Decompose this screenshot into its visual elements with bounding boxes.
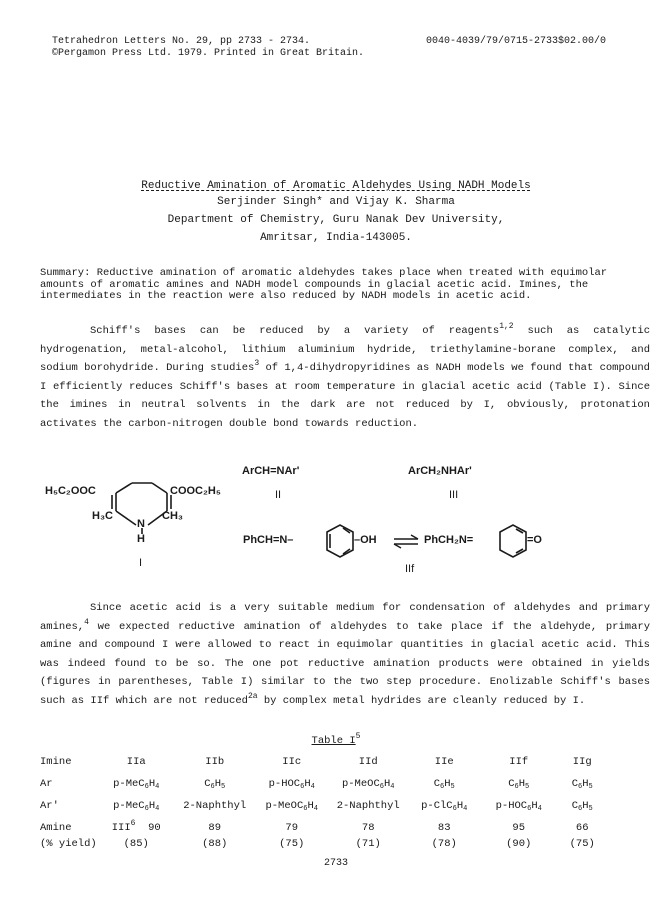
imine-cell: IIb — [205, 756, 225, 768]
compound-iif-enamine-end: =O — [527, 534, 542, 546]
table-row-amine — [40, 814, 609, 836]
compound-i-methyl-right: CH₃ — [162, 510, 183, 522]
copyright-line: ©Pergamon Press Ltd. 1979. Printed in Great Britain. — [52, 48, 365, 59]
reference-marker: 5 — [355, 732, 361, 741]
compound-iii-label: III — [449, 489, 459, 501]
ar-cell: $p-MeC_6H_4$ — [113, 777, 160, 791]
yield-cell: (71) — [355, 838, 381, 850]
paragraph-1: Schiff's bases can be reduced by a variety of reagents$^{1,2}$ such as catalytic hydrogenation, metal-alcohol, lithium aluminium hydride, triethylamine-borane complex, and sodium borohydride. During studies$^3$ of 1,4-dihydropyridines as NADH models we found that compound I efficiently reduces Schiff's bases at room temperature in glacial acetic acid (Table I). Since the imines in neutral solvents in the dark are not reduced by I, obviously, protonation activates the carbon-nitrogen double bond towards reduction. — [40, 322, 650, 430]
compound-ii-formula: ArCH=NAr' — [242, 465, 300, 477]
yield-cell: (88) — [202, 838, 228, 850]
table-row-ar — [40, 770, 609, 792]
imine-cell: IIg — [572, 756, 592, 768]
yield-cell: (75) — [279, 838, 305, 850]
ar-prime-cell: $p-MeC_6H_4$ — [113, 799, 160, 813]
reference-marker: 4 — [84, 617, 89, 627]
amine-cell: 89 — [208, 822, 222, 834]
imine-cell: IId — [358, 756, 378, 768]
compound-i-label: I — [139, 557, 143, 569]
row-label: Ar — [40, 778, 53, 790]
amine-cell: 78 — [361, 822, 375, 834]
ar-cell: $p-MeOC_6H_4$ — [341, 777, 395, 791]
amine-cell: 95 — [512, 822, 526, 834]
paragraph-2: Since acetic acid is a very suitable medium for condensation of aldehydes and primary amines,$^4$ we expected reductive amination of aldehydes to take place if the aldehyde, primary amine and compound I were allowed to react in equimolar quantities in glacial acetic acid. This was indeed found to be so. The one pot reductive amination products were obtained in yields (figures in parentheses, Table I) similar to the two step procedure. Enolizable Schiff's bases such as IIf which are not reduced$^{2a}$ by complex metal hydrides are cleanly reduced by I. — [40, 602, 650, 707]
ar-cell: $C_6H_5$ — [433, 777, 455, 791]
compound-iif-imine-end: –OH — [354, 534, 377, 546]
ar-prime-cell: $p-HOC_6H_4$ — [495, 799, 542, 813]
article-affiliation: Department of Chemistry, Guru Nanak Dev University, — [167, 214, 505, 226]
imine-cell: IIf — [509, 756, 529, 768]
equilibrium-arrow — [394, 535, 418, 548]
ar-cell: $C_6H_5$ — [571, 777, 593, 791]
compound-i-ester-left: H₅C₂OOC — [45, 485, 96, 497]
row-label: (% yield) — [40, 838, 97, 850]
yield-cell: (75) — [569, 838, 595, 850]
row-label: Imine — [40, 756, 72, 768]
amine-cell: 66 — [575, 822, 589, 834]
yield-cell: (78) — [431, 838, 457, 850]
compound-iif-enamine-start: PhCH₂N= — [424, 534, 474, 546]
article-title: Reductive Amination of Aromatic Aldehydes Using NADH Models — [141, 180, 531, 192]
article-authors: Serjinder Singh* and Vijay K. Sharma — [217, 196, 455, 208]
compound-ii-label: II — [275, 489, 282, 501]
ar-prime-cell: $p-MeOC_6H_4$ — [265, 799, 318, 813]
compound-i-nitrogen: N — [137, 518, 145, 530]
imine-cell: IIc — [282, 756, 302, 768]
reference-marker: 2a — [247, 691, 258, 701]
reference-marker: 3 — [254, 359, 260, 369]
ar-cell: $p-HOC_6H_4$ — [268, 777, 315, 791]
ar-prime-cell: $p-ClC_6H_4$ — [421, 799, 468, 813]
table-row-imine — [40, 754, 609, 770]
compound-i-ester-right: COOC₂H₅ — [170, 485, 221, 497]
article-location: Amritsar, India-143005. — [260, 232, 412, 244]
compound-i-methyl-left: H₃C — [92, 510, 113, 522]
compound-iif-label: IIf — [405, 563, 415, 575]
imine-cell: IIe — [434, 756, 454, 768]
compound-iii-formula: ArCH₂NHAr' — [408, 465, 472, 477]
ar-cell: $C_6H_5$ — [204, 777, 226, 791]
table-caption: Table $I^5$ — [311, 732, 361, 747]
ar-cell: $C_6H_5$ — [508, 777, 530, 791]
yield-cell: (85) — [123, 838, 149, 850]
ar-prime-cell: 2-Naphthyl — [183, 799, 247, 812]
article-code: 0040-4039/79/0715-2733$02.00/0 — [426, 36, 607, 47]
imine-cell: IIa — [126, 756, 146, 768]
reference-marker: 1,2 — [499, 322, 514, 331]
results-table — [40, 754, 609, 852]
compound-iif-imine-start: PhCH=N– — [243, 534, 294, 546]
table-row-ar-prime — [40, 792, 609, 814]
row-label: Ar' — [40, 800, 59, 812]
page-number: 2733 — [323, 858, 348, 869]
journal-line: Tetrahedron Letters No. 29, pp 2733 - 2734. — [52, 36, 311, 47]
amine-cell: III$^6$ 90 — [111, 819, 161, 834]
ar-prime-cell: 2-Naphthyl — [336, 799, 400, 812]
amine-cell: 79 — [285, 822, 299, 834]
amine-cell: 83 — [437, 822, 451, 834]
row-label: Amine — [40, 822, 72, 834]
yield-cell: (90) — [506, 838, 532, 850]
table-row-yield — [40, 836, 609, 852]
ar-prime-cell: $C_6H_5$ — [571, 799, 593, 813]
summary: Summary: Reductive amination of aromatic aldehydes takes place when treated with equimolar amounts of aromatic amines and NADH model compounds in glacial acetic acid. Imines, the intermediates in the reaction were also reduced by NADH models in acetic acid. — [40, 267, 608, 302]
compound-i-hydrogen: H — [137, 533, 145, 545]
